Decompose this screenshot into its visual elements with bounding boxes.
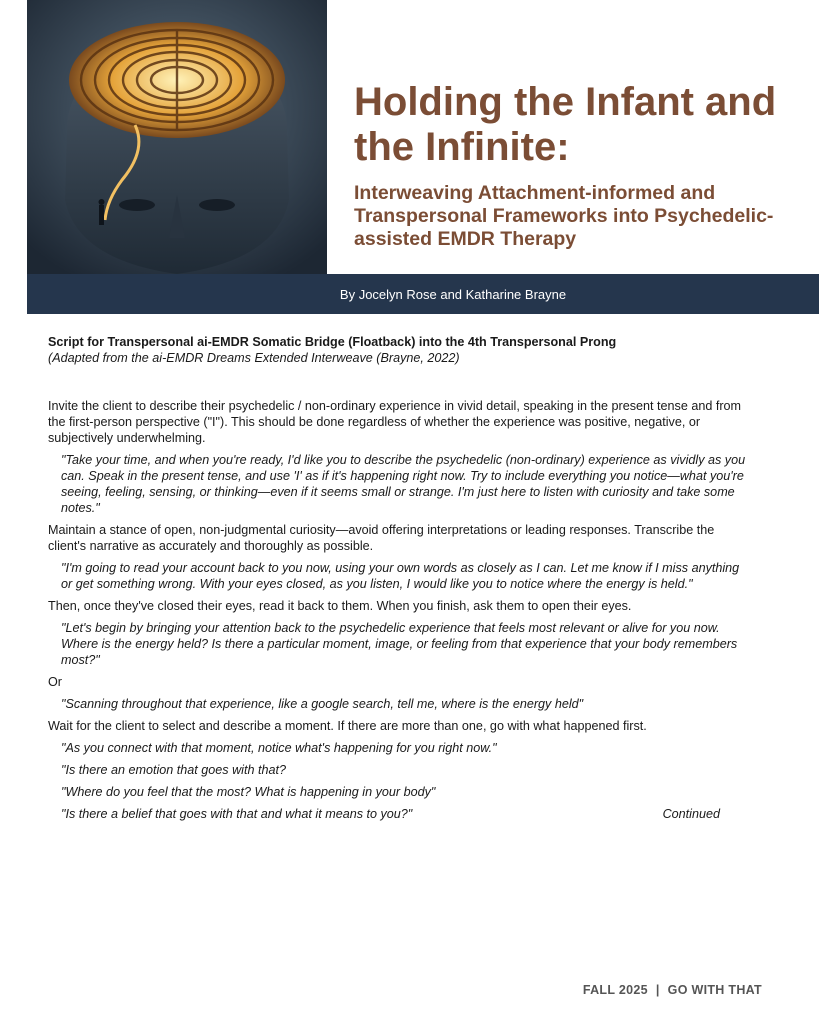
or-text: Or — [48, 675, 62, 689]
instruction-paragraph: Then, once they've closed their eyes, read it back to them. When you finish, ask them to open their eyes. — [48, 599, 632, 613]
footer-separator: | — [655, 983, 660, 997]
script-source: (Adapted from the ai-EMDR Dreams Extended Interweave (Brayne, 2022) — [48, 351, 460, 365]
script-quote: "Scanning throughout that experience, like a google search, tell me, where is the energy held" — [61, 697, 584, 711]
article-body — [48, 334, 748, 828]
article-subtitle: Interweaving Attachment-informed and Transpersonal Frameworks into Psychedelic-assisted EMDR Therapy — [354, 182, 774, 250]
header — [27, 0, 819, 274]
instruction-paragraph: Wait for the client to select and describe a moment. If there are more than one, go with what happened first. — [48, 719, 647, 733]
byline-bar — [27, 274, 819, 314]
labyrinth-head-illustration — [27, 0, 327, 274]
script-quote: "As you connect with that moment, notice what's happening for you right now." — [61, 741, 497, 755]
continued-label: Continued — [662, 807, 720, 821]
script-quote: "I'm going to read your account back to you now, using your own words as closely as I can. Let me know if I miss anything or get something wrong. With your eyes closed, as you listen, I would like you to notice where the energy is held." — [61, 561, 740, 591]
final-quote-row — [61, 806, 748, 822]
script-quote: "Is there an emotion that goes with that? — [61, 763, 286, 777]
instruction-paragraph: Maintain a stance of open, non-judgmental curiosity—avoid offering interpretations or leading responses. Transcribe the client's narrative as accurately and thoroughly as possible. — [48, 523, 715, 553]
page-footer — [583, 983, 762, 997]
script-quote: "Where do you feel that the most? What is happening in your body" — [61, 785, 436, 799]
byline: By Jocelyn Rose and Katharine Brayne — [339, 286, 567, 302]
article-title: Holding the Infant and the Infinite: — [354, 80, 777, 169]
script-quote: "Take your time, and when you're ready, I'd like you to describe the psychedelic (non-ordinary) experience as vividly as you can. Speak in the present tense, and use 'I' as if it's happening right now. Try to include everything you notice—what you're seeing, feeling, sensing, or thinking—even if it seems small or strange. I'm just here to listen with curiosity and take some notes." — [61, 453, 746, 515]
issue-label: FALL 2025 — [582, 983, 648, 997]
instruction-paragraph: Invite the client to describe their psychedelic / non-ordinary experience in vivid detail, speaking in the present tense and from the first-person perspective ("I"). This should be done regardless of whether the experience was positive, negative, or subjectively underwhelming. — [48, 399, 742, 445]
publication-name: GO WITH THAT — [667, 983, 762, 997]
script-title: Script for Transpersonal ai-EMDR Somatic Bridge (Floatback) into the 4th Transpersonal Prong — [48, 335, 617, 349]
script-quote: "Let's begin by bringing your attention back to the psychedelic experience that feels most relevant or alive for you now. Where is the energy held? Is there a particular moment, image, or feeling from that experience that your body remembers most?" — [61, 621, 738, 667]
script-quote: "Is there a belief that goes with that and what it means to you?" — [61, 807, 413, 821]
